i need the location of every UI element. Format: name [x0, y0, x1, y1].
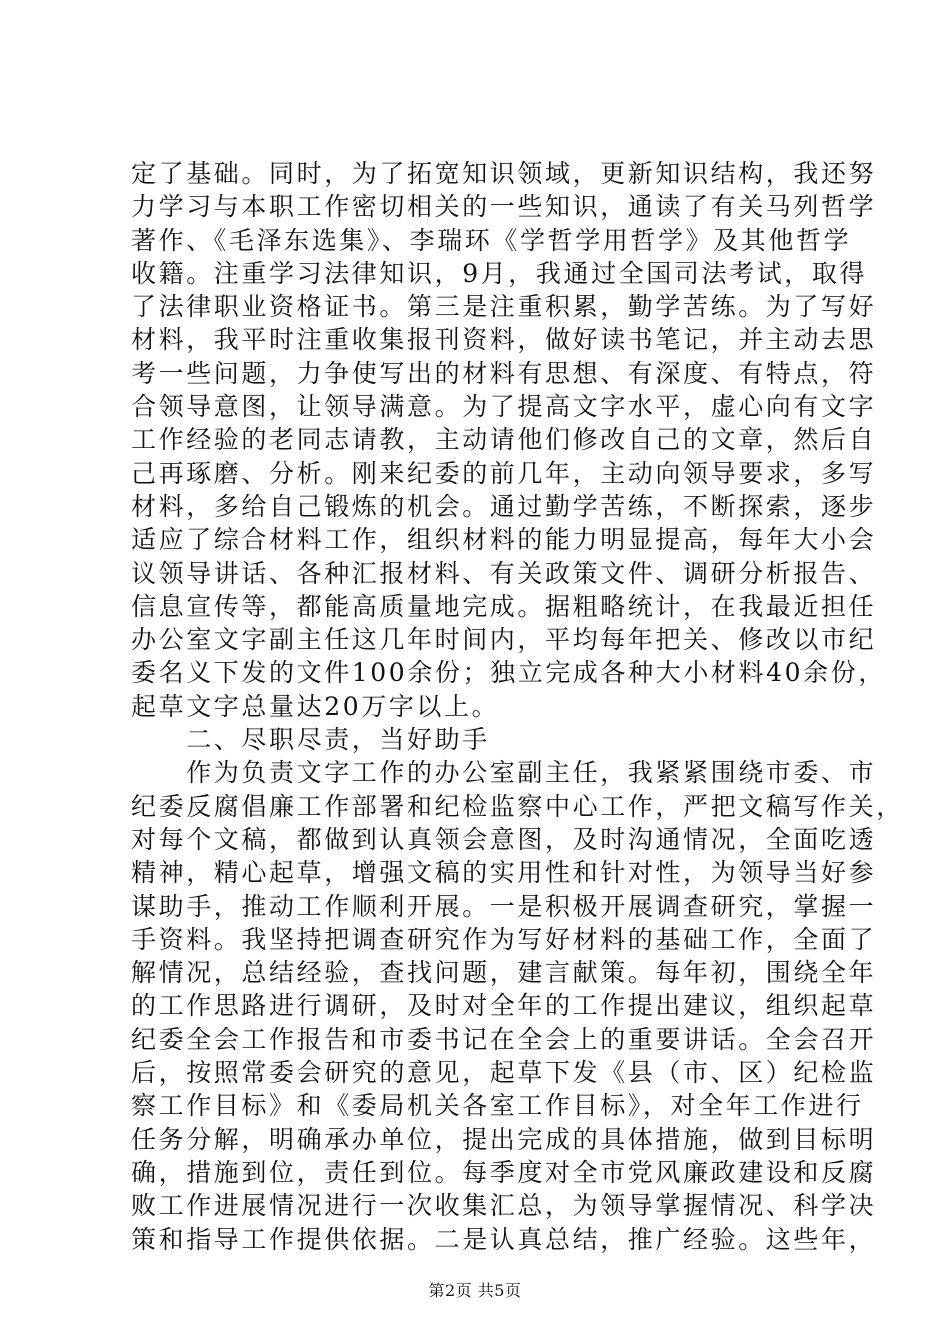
- text-line: 了法律职业资格证书。第三是注重积累，勤学苦练。为了写好: [131, 292, 877, 322]
- text-line: 手资料。我坚持把调查研究作为写好材料的基础工作，全面了: [131, 924, 877, 954]
- text-line: 己再琢磨、分析。刚来纪委的前几年，主动向领导要求，多写: [131, 458, 877, 488]
- text-line: 解情况，总结经验，查找问题，建言献策。每年初，围绕全年: [131, 958, 877, 988]
- text-line: 精神，精心起草，增强文稿的实用性和针对性，为领导当好参: [131, 858, 877, 888]
- text-line: 二、尽职尽责，当好助手: [131, 725, 490, 755]
- text-line: 策和指导工作提供依据。二是认真总结，推广经验。这些年，: [131, 1224, 877, 1254]
- page-footer: 第2页 共5页: [428, 1281, 522, 1300]
- text-line: 著作、《毛泽东选集》、李瑞环《学哲学用哲学》及其他哲学: [131, 225, 852, 255]
- text-line: 起草文字总量达20万字以上。: [131, 691, 500, 721]
- body-text: [131, 157, 904, 1256]
- text-line: 纪委全会工作报告和市委书记在全会上的重要讲话。全会召开: [131, 1024, 877, 1054]
- text-line: 的工作思路进行调研，及时对全年的工作提出建议，组织起草: [131, 991, 877, 1021]
- text-line: 确，措施到位，责任到位。每季度对全市党风廉政建设和反腐: [131, 1157, 877, 1187]
- text-line: 材料，多给自己锻炼的机会。通过勤学苦练，不断探索，逐步: [131, 491, 877, 521]
- text-line: 谋助手，推动工作顺利开展。一是积极开展调查研究，掌握一: [131, 891, 877, 921]
- text-line: 工作经验的老同志请教，主动请他们修改自己的文章，然后自: [131, 425, 877, 455]
- text-line: 察工作目标》和《委局机关各室工作目标》，对全年工作进行: [131, 1091, 864, 1121]
- text-line: 收籍。注重学习法律知识，9月，我通过全国司法考试，取得: [131, 258, 868, 288]
- text-line: 力学习与本职工作密切相关的一些知识，通读了有关马列哲学: [131, 192, 877, 222]
- text-line: 后，按照常委会研究的意见，起草下发《县（市、区）纪检监: [131, 1058, 877, 1088]
- text-line: 信息宣传等，都能高质量地完成。据粗略统计，在我最近担任: [131, 591, 877, 621]
- text-line: 作为负责文字工作的办公室副主任，我紧紧围绕市委、市: [131, 758, 877, 788]
- text-line: 材料，我平时注重收集报刊资料，做好读书笔记，并主动去思: [131, 325, 877, 355]
- text-line: 办公室文字副主任这几年时间内，平均每年把关、修改以市纪: [131, 625, 877, 655]
- text-line: 议领导讲话、各种汇报材料、有关政策文件、调研分析报告、: [131, 558, 877, 588]
- text-line: 适应了综合材料工作，组织材料的能力明显提高，每年大小会: [131, 525, 877, 555]
- text-line: 合领导意图，让领导满意。为了提高文字水平，虚心向有文字: [131, 392, 877, 422]
- text-line: 考一些问题，力争使写出的材料有思想、有深度、有特点，符: [131, 358, 877, 388]
- text-line: 纪委反腐倡廉工作部署和纪检监察中心工作，严把文稿写作关，: [131, 791, 904, 821]
- text-line: 委名义下发的文件100余份；独立完成各种大小材料40余份，: [131, 658, 886, 688]
- text-line: 定了基础。同时，为了拓宽知识领域，更新知识结构，我还努: [131, 159, 877, 188]
- text-line: 败工作进展情况进行一次收集汇总，为领导掌握情况、科学决: [131, 1191, 877, 1221]
- text-line: 任务分解，明确承办单位，提出完成的具体措施，做到目标明: [131, 1124, 877, 1154]
- text-line: 对每个文稿，都做到认真领会意图，及时沟通情况，全面吃透: [131, 824, 877, 854]
